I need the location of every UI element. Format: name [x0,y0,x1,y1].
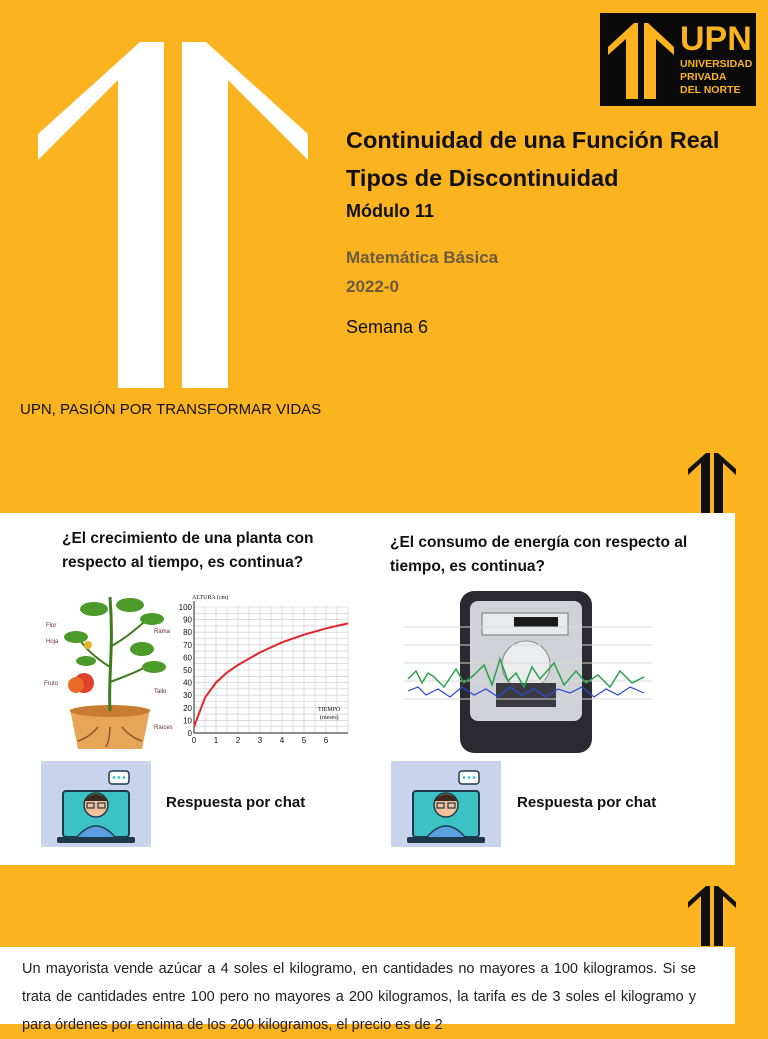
plant-label-tallo: Tallo [154,689,167,695]
y-tick-label: 10 [183,716,192,726]
upn-arrows-icon [688,453,736,513]
plant-label-flor: Flor [46,623,57,629]
energy-meter-illustration [404,587,652,757]
problem-statement: Un mayorista vende azúcar a 4 soles el kilogramo, en cantidades no mayores a 100 kilogramos. Si se trata de cantidades entre 100 pero no mayores a 200 kilogramos, la tarifa es de 3 soles el kilogramo y para órdenes por encima de los 200 kilogramos, el precio es de 2 [22,961,696,1033]
person-laptop-icon [41,761,151,847]
title-line-2: Tipos de Discontinuidad [346,165,619,191]
plant-label-raices: Raíces [154,725,173,731]
upn-arrows-logo-graphic [38,42,308,388]
x-tick-label: 3 [257,736,263,745]
upn-arrow-icon [606,21,676,99]
chat-answer-label-right: Respuesta por chat [517,794,657,811]
upn-wordmark: UPN [680,20,752,58]
course-name: Matemática Básica [346,248,499,267]
plant-label-hoja: Hoja [46,639,59,645]
upn-subtitle: UNIVERSIDAD PRIVADA DEL NORTE [680,58,753,96]
chat-avatar-left [41,761,151,847]
x-tick-label: 1 [213,736,219,745]
chat-answer-label-left: Respuesta por chat [166,794,306,811]
y-axis-label: ALTURA (cm) [192,595,229,601]
problem-slide [0,947,735,1033]
chat-avatar-right [391,761,501,847]
question-energy-consumption: ¿El consumo de energía con respecto al tiempo, es continua? [390,534,688,575]
x-tick-label: 4 [279,736,285,745]
plant-label-rama: Rama [154,629,171,635]
question-plant-growth: ¿El crecimiento de una planta con respecto al tiempo, es continua? [62,530,314,571]
x-tick-label: 0 [191,736,197,745]
y-tick-label: 40 [183,678,192,688]
x-tick-label: 6 [323,736,329,745]
title-block [346,126,756,338]
x-tick-label: 5 [301,736,307,745]
module-label: Módulo 11 [346,201,435,221]
y-tick-label: 20 [183,703,192,713]
person-laptop-icon [391,761,501,847]
plant-growth-figure [38,587,354,755]
y-tick-label: 80 [183,628,192,638]
y-tick-label: 0 [187,729,192,738]
energy-meter-figure [404,587,652,757]
y-tick-label: 90 [183,615,192,625]
x-tick-label: 2 [235,736,241,745]
motto: UPN, PASIÓN POR TRANSFORMAR VIDAS [20,401,322,418]
y-tick-label: 70 [183,640,192,650]
y-tick-label: 50 [183,666,192,675]
question-slide [0,513,735,865]
title-line-1: Continuidad de una Función Real [346,127,720,153]
x-axis-label: TIEMPO [318,707,341,713]
week-label: Semana 6 [346,317,429,337]
y-tick-label: 100 [178,603,192,612]
title-slide [0,0,768,513]
x-axis-label-unit: (meses) [320,715,339,721]
course-year: 2022-0 [346,277,399,296]
plant-label-fruto: Fruto [44,681,59,687]
upn-logo [600,13,756,106]
y-tick-label: 60 [183,653,192,663]
y-tick-label: 30 [183,691,192,701]
upn-arrows-icon [688,886,736,946]
growth-chart [174,587,354,755]
